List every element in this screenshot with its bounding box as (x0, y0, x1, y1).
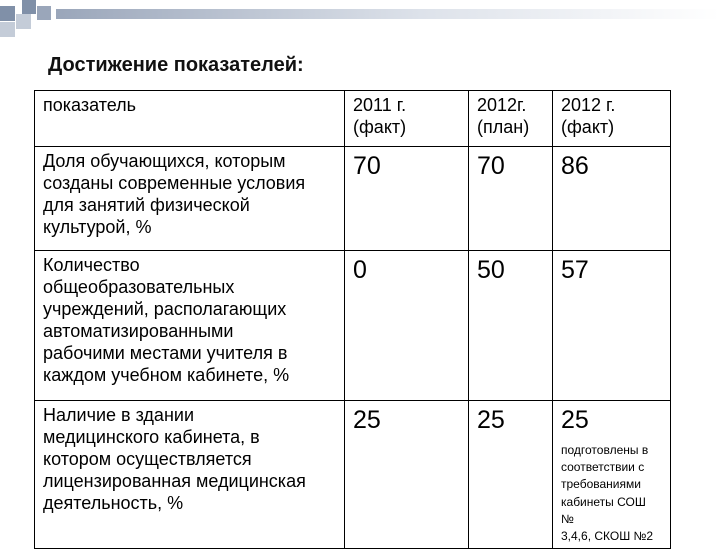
header-2012-fact (553, 91, 671, 147)
row-2-indicator-line: каждом учебном кабинете, % (43, 364, 290, 385)
table-row (35, 251, 671, 401)
decor-square-5 (37, 6, 51, 20)
table-header-row (35, 91, 671, 147)
row-3-indicator-line: котором осуществляется (43, 448, 252, 469)
header-2012-fact-line1: 2012 г. (561, 95, 616, 115)
row-2-indicator-line: учреждений, располагающих (43, 298, 287, 319)
table-row (35, 401, 671, 549)
row-1-plan-2012: 70 (469, 147, 553, 251)
row-3-fact-2012: 25 (561, 406, 589, 434)
row-3-indicator-line: лицензированная медицинская (43, 470, 306, 491)
decor-square-2 (0, 22, 15, 37)
row-1-indicator-line: для занятий физической (43, 194, 250, 215)
row-2-indicator-line: Количество (43, 255, 140, 275)
table-row (35, 147, 671, 251)
row-1-indicator (35, 147, 345, 251)
note-line: подготовлены в (561, 442, 649, 457)
note-line: кабинеты СОШ № (561, 494, 646, 527)
slide-title: Достижение показателей: (48, 54, 304, 76)
note-line: соответствии с (561, 459, 645, 474)
row-2-indicator-line: автоматизированными (43, 320, 234, 341)
header-decoration (0, 0, 720, 40)
header-2011-fact (345, 91, 469, 147)
note-line: 3,4,6, СКОШ №2 (561, 529, 654, 544)
row-3-indicator-line: медицинского кабинета, в (43, 426, 260, 447)
row-1-indicator-line: культурой, % (43, 216, 152, 237)
row-2-indicator (35, 251, 345, 401)
decor-square-4 (22, 0, 36, 14)
row-1-fact-2012: 86 (553, 147, 671, 251)
row-2-fact-2012: 57 (553, 251, 671, 401)
row-1-indicator-line: Доля обучающихся, которым (43, 151, 286, 171)
indicators-table (34, 90, 671, 549)
decor-gradient-band (56, 9, 720, 19)
decor-square-3 (16, 14, 31, 29)
row-3-fact-2012-cell (553, 401, 671, 549)
note-line: требованиями (561, 477, 641, 492)
row-1-fact-2011: 70 (345, 147, 469, 251)
header-2012-plan-line2: (план) (477, 116, 530, 137)
row-3-fact-2012-note (561, 442, 662, 546)
row-1-indicator-line: созданы современные условия (43, 172, 306, 193)
row-2-fact-2011: 0 (345, 251, 469, 401)
header-2011-fact-line2: (факт) (353, 116, 407, 137)
row-2-indicator-line: рабочими местами учителя в (43, 342, 288, 363)
row-2-indicator-line: общеобразовательных (43, 276, 235, 297)
header-2012-plan-line1: 2012г. (477, 95, 527, 115)
decor-square-1 (0, 6, 15, 21)
row-3-indicator-line: Наличие в здании (43, 405, 194, 425)
row-3-indicator-line: деятельность, % (43, 492, 184, 513)
header-2012-fact-line2: (факт) (561, 116, 615, 137)
row-3-fact-2011: 25 (345, 401, 469, 549)
row-3-indicator (35, 401, 345, 549)
row-3-plan-2012: 25 (469, 401, 553, 549)
row-2-plan-2012: 50 (469, 251, 553, 401)
header-2012-plan (469, 91, 553, 147)
header-2011-fact-line1: 2011 г. (353, 95, 407, 115)
header-indicator: показатель (35, 91, 345, 147)
